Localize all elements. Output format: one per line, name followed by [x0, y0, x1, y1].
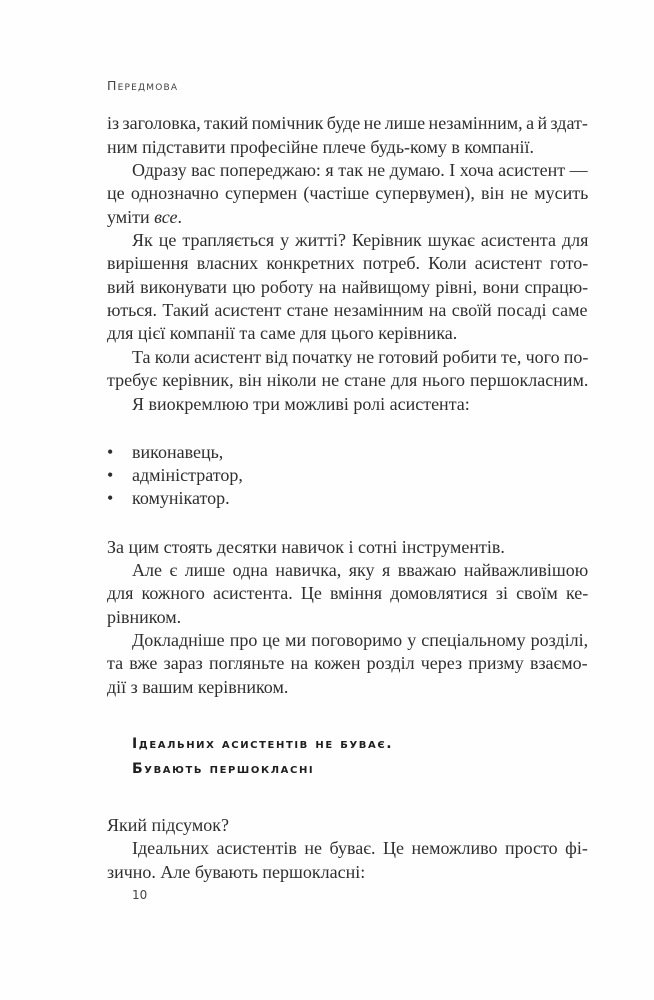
bullet-icon: • [107, 488, 114, 508]
text-line: із заголовка, такий помічник буде не лише незамінним, а й здат- [107, 113, 588, 133]
text-line: Який підсумок? [107, 815, 229, 835]
text-line: ються. Такий асистент стане незамінним на своїй посаді саме [107, 300, 588, 320]
text-line: Я виокремлюю три можливі ролі асистента: [132, 394, 470, 414]
text-line: требує керівник, він ніколи не стане для нього першокласним. [107, 370, 589, 390]
text-line: рівником. [107, 607, 182, 627]
page-number: 10 [132, 888, 148, 902]
text-line: Але є лише одна навичка, яку я вважаю найважливішою [132, 560, 589, 580]
running-head: Передмова [107, 78, 179, 93]
text-line: вий виконувати цю роботу на найвищому рівні, вони спрацю- [107, 277, 589, 297]
list-item [107, 463, 243, 487]
text-line: За цим стоять десятки навичок і сотні інструментів. [107, 537, 505, 557]
text-line: це однозначно супермен (частіше супервумен), він не мусить [107, 183, 589, 203]
list-item [107, 440, 223, 464]
text-line: Ідеальних асистентів не буває. Це неможливо просто фі- [132, 838, 588, 858]
text-segment: . [177, 207, 182, 227]
text-line: для кожного асистента. Це вміння домовлятися зі своїм ке- [107, 583, 589, 603]
list-item-text: виконавець, [132, 442, 224, 462]
list-item-text: комунікатор. [132, 488, 230, 508]
text-line: Та коли асистент від початку не готовий робити те, чого по- [132, 347, 589, 367]
list-item [107, 486, 230, 510]
text-line: Як це трапляється у житті? Керівник шукає асистента для [132, 230, 589, 250]
bullet-icon: • [107, 442, 114, 462]
text-line: Докладніше про це ми поговоримо у спеціальному розділі, [132, 630, 589, 650]
list-item-text: адміністратор, [132, 465, 243, 485]
text-line: Одразу вас попереджаю: я так не думаю. І хоча асистент — [132, 160, 588, 180]
text-line: дії з вашим керівником. [107, 677, 289, 697]
text-line: вирішення власних конкретних потреб. Коли асистент гото- [107, 253, 589, 273]
text-line: та вже зараз погляньте на кожен розділ через призму взаємо- [107, 653, 588, 673]
text-line: зично. Але бувають першокласні: [107, 862, 366, 882]
section-heading-line-2: Бувають першокласні [132, 761, 315, 777]
text-line: для цієї компанії та саме для цього керівника. [107, 323, 458, 343]
emphasis: все [154, 207, 178, 227]
text-line [107, 205, 182, 229]
text-line: ним підставити професійне плече будь-кому в компанії. [107, 137, 535, 157]
text-segment: уміти [107, 207, 155, 227]
section-heading-line-1: Ідеальних асистентів не буває. [132, 736, 394, 752]
bullet-icon: • [107, 465, 114, 485]
